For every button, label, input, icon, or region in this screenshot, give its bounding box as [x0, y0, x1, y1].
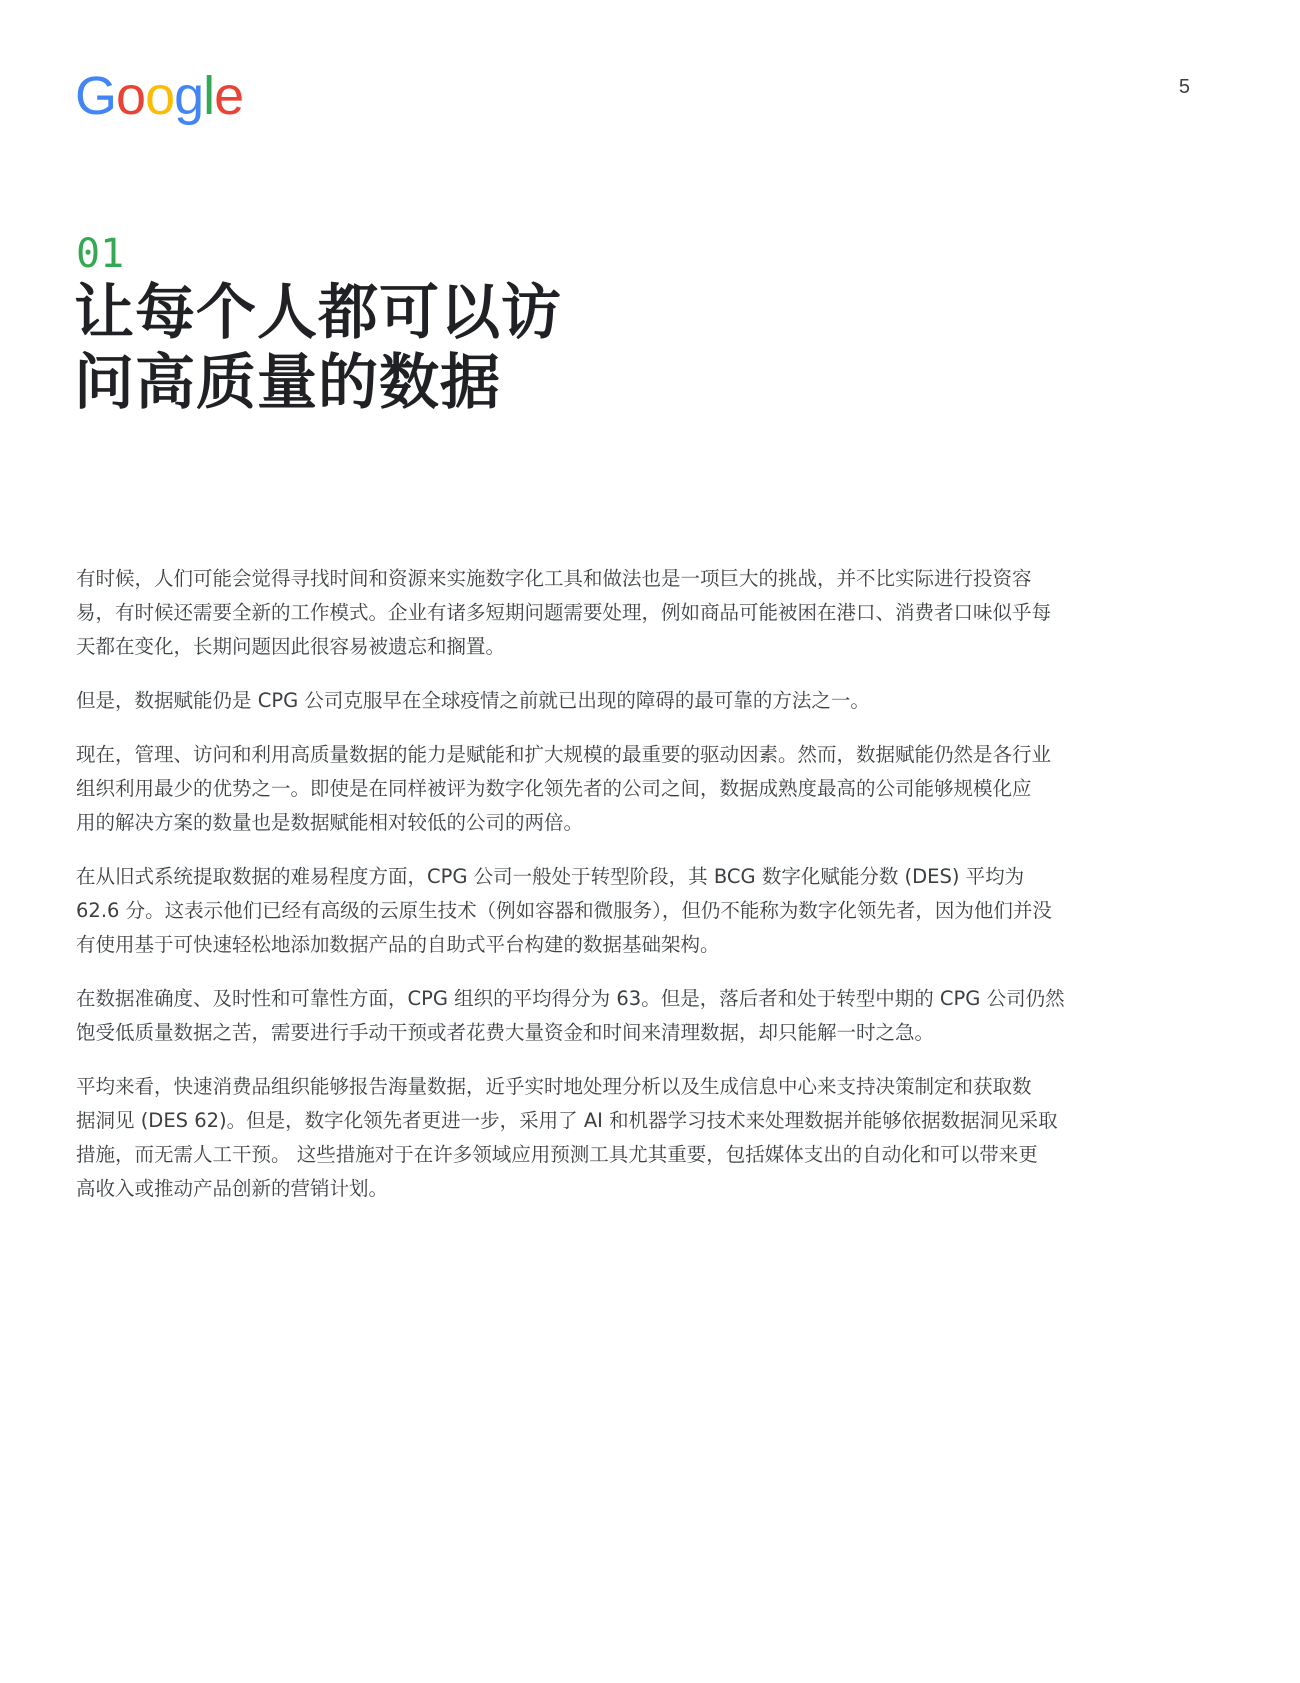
logo-letter-e: e [214, 66, 244, 126]
paragraph-6 [76, 1070, 1096, 1206]
paragraph-4 [76, 860, 1096, 962]
section-title-line-1: 让每个人都可以访 [74, 278, 562, 348]
logo-letter-g2: g [174, 66, 204, 126]
paragraph-line: 在数据准确度、及时性和可靠性方面，CPG 组织的平均得分为 63。但是，落后者和处于转型中期的 CPG 公司仍然 [76, 987, 1065, 1010]
logo-letter-o2: o [145, 66, 175, 126]
paragraph-line: 有使用基于可快速轻松地添加数据产品的自助式平台构建的数据基础架构。 [76, 933, 720, 956]
paragraph-line: 平均来看，快速消费品组织能够报告海量数据，近乎实时地处理分析以及生成信息中心来支持决策制定和获取数 [76, 1075, 1032, 1098]
paragraph-line: 高收入或推动产品创新的营销计划。 [76, 1177, 389, 1200]
paragraph-2 [76, 684, 1096, 718]
logo-letter-g1: G [75, 66, 117, 126]
paragraph-line: 饱受低质量数据之苦，需要进行手动干预或者花费大量资金和时间来清理数据，却只能解一时之急。 [76, 1021, 935, 1044]
paragraph-5 [76, 982, 1096, 1050]
paragraph-1 [76, 562, 1096, 664]
paragraph-line: 现在，管理、访问和利用高质量数据的能力是赋能和扩大规模的最重要的驱动因素。然而，数据赋能仍然是各行业 [76, 743, 1052, 766]
page-number: 5 [1178, 76, 1190, 98]
paragraph-line: 组织利用最少的优势之一。即使是在同样被评为数字化领先者的公司之间，数据成熟度最高的公司能够规模化应 [76, 777, 1032, 800]
paragraph-line: 但是，数据赋能仍是 CPG 公司克服早在全球疫情之前就已出现的障碍的最可靠的方法之一。 [76, 689, 870, 712]
section-title-line-2: 问高质量的数据 [74, 348, 501, 418]
logo-letter-o1: o [116, 66, 146, 126]
paragraph-line: 措施，而无需人工干预。 这些措施对于在许多领域应用预测工具尤其重要，包括媒体支出的自动化和可以带来更 [76, 1143, 1038, 1166]
paragraph-3 [76, 738, 1096, 840]
logo-letter-l: l [203, 66, 215, 126]
paragraph-line: 天都在变化，长期问题因此很容易被遗忘和搁置。 [76, 635, 506, 658]
paragraph-line: 用的解决方案的数量也是数据赋能相对较低的公司的两倍。 [76, 811, 584, 834]
section-title [74, 278, 634, 418]
paragraph-line: 62.6 分。这表示他们已经有高级的云原生技术（例如容器和微服务），但仍不能称为数字化领先者，因为他们并没 [76, 899, 1052, 922]
google-logo [75, 66, 243, 126]
paragraph-line: 据洞见 (DES 62)。但是，数字化领先者更进一步，采用了 AI 和机器学习技术来处理数据并能够依据数据洞见采取 [76, 1109, 1058, 1132]
paragraph-line: 易，有时候还需要全新的工作模式。企业有诸多短期问题需要处理，例如商品可能被困在港口、消费者口味似乎每 [76, 601, 1052, 624]
paragraph-line: 在从旧式系统提取数据的难易程度方面，CPG 公司一般处于转型阶段，其 BCG 数字化赋能分数 (DES) 平均为 [76, 865, 1025, 888]
section-number: 01 [76, 231, 125, 277]
body-text [76, 562, 1096, 1226]
paragraph-line: 有时候，人们可能会觉得寻找时间和资源来实施数字化工具和做法也是一项巨大的挑战，并不比实际进行投资容 [76, 567, 1032, 590]
